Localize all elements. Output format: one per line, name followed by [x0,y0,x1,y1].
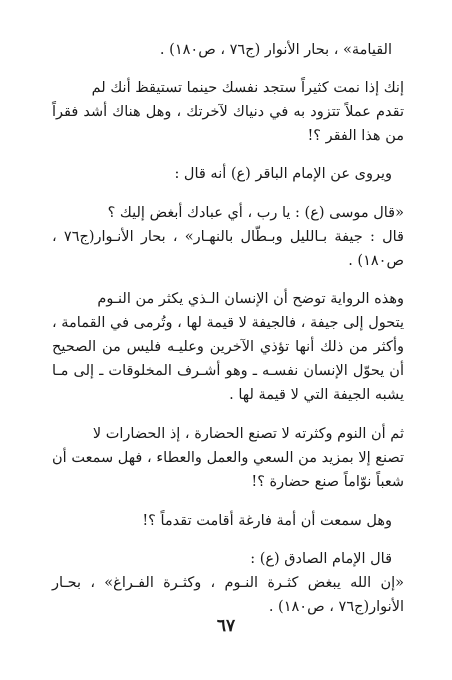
text-line-20: الأنوار(ج٧٦ ، ص١٨٠) . [268,599,404,615]
text-line-15: تصنع إلا بمزيد من السعي والعمل والعطاء ، فهل سمعت أن [52,450,404,466]
page-number: ٦٧ [216,616,236,636]
text-line-5: ويروى عن الإمام الباقر (ع) أنه قال : [174,166,392,182]
text-line-19: «إن الله يبغض كثـرة النـوم ، وكثـرة الفـراغ» ، بحـار [52,575,404,591]
text-line-6: «قال موسى (ع) : يا رب ، أي عبادك أبغض إليك ؟ [107,205,404,221]
text-line-16: شعباً نوّاماً صنع حضارة ؟! [251,474,404,490]
text-line-13: يشبه الجيفة التي لا قيمة لها . [229,387,404,403]
text-line-3: تقدم عملاً تتزود به في دنياك لآخرتك ، وهل هناك أشد فقراً [52,104,404,120]
text-line-9: وهذه الرواية توضح أن الإنسان الـذي يكثر من النـوم [97,291,404,307]
text-line-14: ثم أن النوم وكثرته لا تصنع الحضارة ، إذ الحضارات لا [92,426,404,442]
text-line-18: قال الإمام الصادق (ع) : [250,551,392,567]
text-line-7: قال : جيفة بـالليل وبـطّال بالنهـار» ، بحار الأنـوار(ج٧٦ ، [52,229,404,245]
text-line-12: أن يحوّل الإنسان نفسـه ـ وهو أشـرف المخلوقات ـ إلى مـا [52,363,404,379]
text-line-17: وهل سمعت أن أمة فارغة أقامت تقدماً ؟! [142,513,392,529]
text-line-2: إنك إذا نمت كثيراً ستجد نفسك حينما تستيقظ أنك لم [91,80,404,96]
text-line-8: ص١٨٠) . [348,253,404,269]
text-line-1: القيامة» ، بحار الأنوار (ج٧٦ ، ص١٨٠) . [159,42,392,58]
text-line-11: وأكثر من ذلك أنها تؤذي الآخرين وعليـه فليس من الصحيح [52,339,404,355]
text-line-10: يتحول إلى جيفة ، فالجيفة لا قيمة لها ، وتُرمى في القمامة ، [51,315,404,331]
text-line-4: من هذا الفقر ؟! [307,128,404,144]
